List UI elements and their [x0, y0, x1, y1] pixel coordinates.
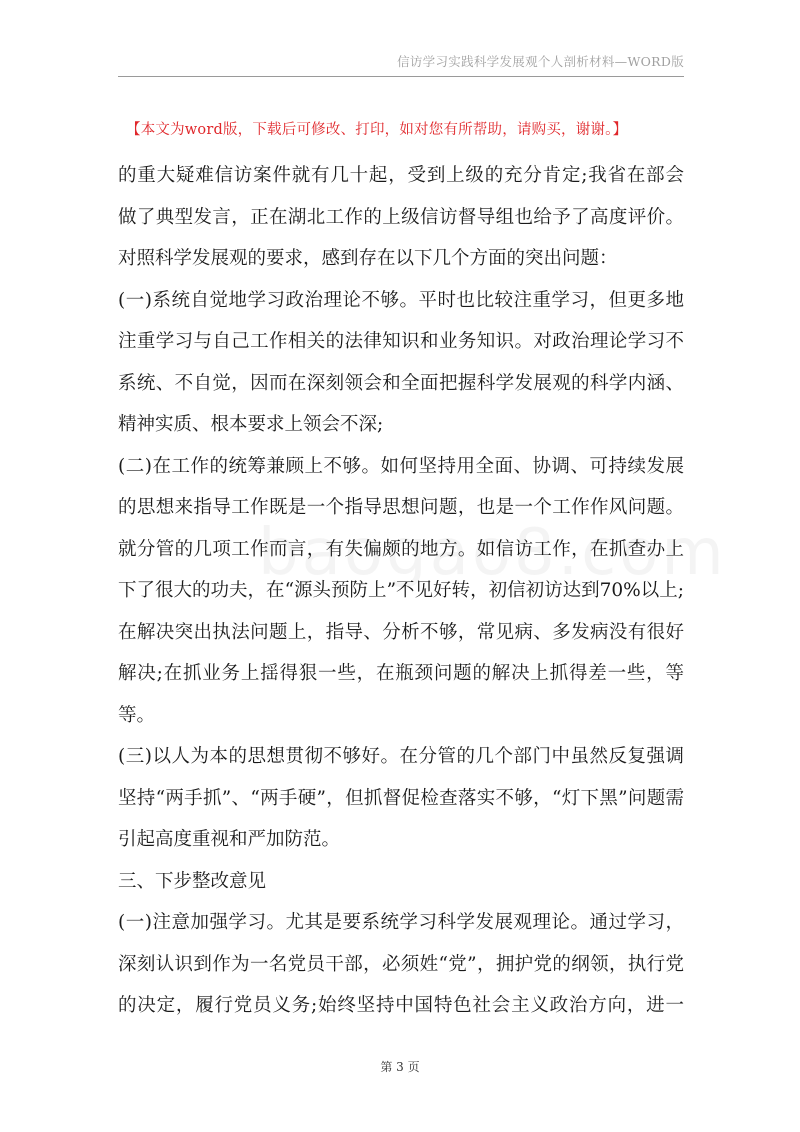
body-line: 的思想来指导工作既是一个指导思想问题，也是一个工作作风问题。 [118, 497, 684, 518]
body-line: 下了很大的功夫，在“源头预防上”不见好转，初信初访达到70%以上; [118, 580, 684, 601]
page-footer [0, 1058, 800, 1075]
body-line: 深刻认识到作为一名党员干部，必须姓“党”，拥护党的纲领，执行党 [118, 953, 684, 975]
download-notice: 【本文为word版，下载后可修改、打印，如对您有所帮助，请购买，谢谢。】 [126, 122, 628, 138]
body-line: 解决;在抓业务上揺得狠一些，在瓶颈问题的解决上抓得差一些，等 [118, 663, 684, 684]
body-line: 的决定，履行党员义务;始终坚持中国特色社会主义政治方向，进一 [118, 995, 684, 1016]
body-line: (一)系统自觉地学习政治理论不够。平时也比较注重学习，但更多地 [118, 289, 684, 311]
document-body [118, 155, 684, 1027]
body-line: 做了典型发言，正在湖北工作的上级信访督导组也给予了高度评价。 [118, 206, 684, 228]
body-line: (三)以人为本的思想贯彻不够好。在分管的几个部门中虽然反复强调 [118, 746, 684, 767]
body-line: (一)注意加强学习。尤其是要系统学习科学发展观理论。通过学习， [118, 912, 684, 933]
document-title: 信访学习实践科学发展观个人剖析材料—WORD版 [397, 54, 684, 69]
body-line: 系统、不自觉，因而在深刻领会和全面把握科学发展观的科学内涵、 [118, 372, 684, 394]
body-line: 对照科学发展观的要求，感到存在以下几个方面的突出问题： [118, 248, 618, 269]
page-number: 第 3 页 [380, 1060, 420, 1074]
section-heading: 三、下步整改意见 [118, 870, 267, 892]
body-line: 精神实质、根本要求上领会不深; [118, 414, 384, 435]
body-line: 坚持“两手抓”、“两手硬”，但抓督促检查落实不够，“灯下黑”问题需 [118, 787, 684, 809]
body-line: 就分管的几项工作而言，有失偏颇的地方。如信访工作，在抓查办上 [118, 538, 684, 560]
body-line: 引起高度重视和严加防范。 [118, 829, 341, 850]
body-line: 等。 [118, 704, 156, 726]
body-line: 的重大疑难信访案件就有几十起，受到上级的充分肯定;我省在部会 [118, 165, 684, 186]
page-header [118, 48, 684, 77]
body-line: 在解决突出执法问题上，指导、分析不够，常见病、多发病没有很好 [118, 621, 684, 643]
body-line: (二)在工作的统筹兼顾上不够。如何坚持用全面、协调、可持续发展 [118, 455, 684, 477]
body-line: 注重学习与自己工作相关的法律知识和业务知识。对政治理论学习不 [118, 331, 684, 352]
